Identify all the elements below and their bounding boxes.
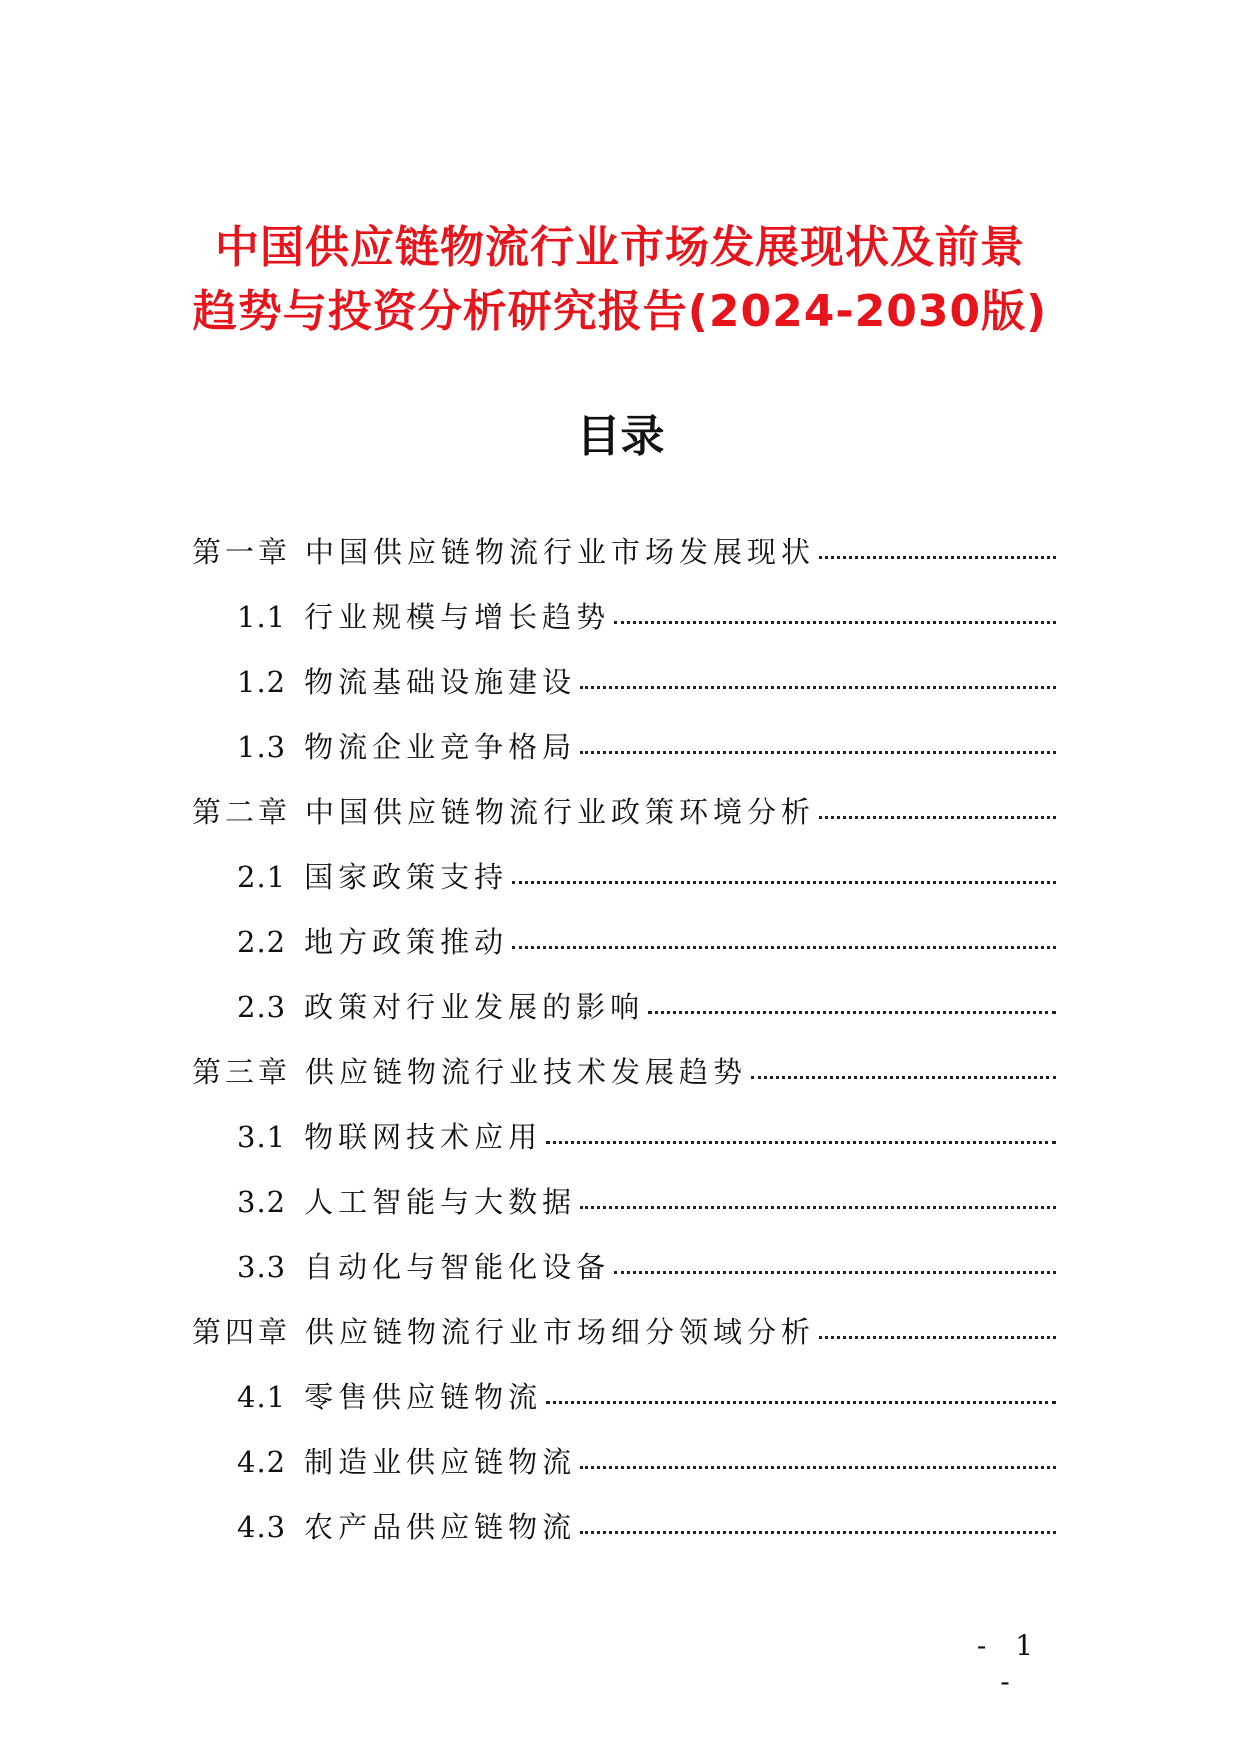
section-number: 1.1 xyxy=(237,600,287,634)
toc-heading: 目录 xyxy=(576,411,665,462)
toc-section-1-3[interactable] xyxy=(192,725,1056,790)
chapter-label: 第三章 xyxy=(192,1055,292,1089)
dot-leader xyxy=(648,1011,1056,1014)
section-title: 物流企业竞争格局 xyxy=(304,730,577,764)
section-number: 3.2 xyxy=(237,1185,287,1219)
section-title: 行业规模与增长趋势 xyxy=(304,600,611,634)
dot-leader xyxy=(751,1076,1056,1079)
dot-leader xyxy=(580,1531,1056,1534)
dot-leader xyxy=(512,881,1056,884)
section-number: 2.2 xyxy=(237,925,287,959)
section-title: 物流基础设施建设 xyxy=(304,665,577,699)
section-title: 自动化与智能化设备 xyxy=(304,1250,611,1284)
report-title-line-2: 趋势与投资分析研究报告(2024-2030版) xyxy=(192,286,1048,337)
toc-section-3-1[interactable] xyxy=(192,1115,1056,1180)
section-title: 国家政策支持 xyxy=(304,860,509,894)
dot-leader xyxy=(580,1466,1056,1469)
toc-chapter-2[interactable] xyxy=(192,790,1056,855)
section-number: 4.2 xyxy=(237,1445,287,1479)
toc-section-4-2[interactable] xyxy=(192,1440,1056,1505)
section-title: 农产品供应链物流 xyxy=(304,1510,577,1544)
toc-section-3-3[interactable] xyxy=(192,1245,1056,1310)
dot-leader xyxy=(512,946,1056,949)
section-number: 2.3 xyxy=(237,990,287,1024)
dot-leader xyxy=(546,1401,1056,1404)
chapter-title: 供应链物流行业市场细分领域分析 xyxy=(305,1315,816,1349)
section-number: 3.1 xyxy=(237,1120,287,1154)
chapter-label: 第四章 xyxy=(192,1315,292,1349)
chapter-title: 供应链物流行业技术发展趋势 xyxy=(305,1055,748,1089)
chapter-title: 中国供应链物流行业政策环境分析 xyxy=(305,795,816,829)
dot-leader xyxy=(614,1271,1056,1274)
chapter-title: 中国供应链物流行业市场发展现状 xyxy=(305,535,816,569)
toc-section-2-3[interactable] xyxy=(192,985,1056,1050)
toc-section-1-1[interactable] xyxy=(192,595,1056,660)
toc-section-1-2[interactable] xyxy=(192,660,1056,725)
dot-leader xyxy=(819,556,1056,559)
toc-chapter-3[interactable] xyxy=(192,1050,1056,1115)
section-number: 1.3 xyxy=(237,730,287,764)
section-title: 零售供应链物流 xyxy=(304,1380,543,1414)
section-number: 3.3 xyxy=(237,1250,287,1284)
dot-leader xyxy=(546,1141,1056,1144)
toc-chapter-4[interactable] xyxy=(192,1310,1056,1375)
toc-section-3-2[interactable] xyxy=(192,1180,1056,1245)
toc-chapter-1[interactable] xyxy=(192,530,1056,595)
dot-leader xyxy=(580,686,1056,689)
dot-leader xyxy=(580,1206,1056,1209)
section-title: 制造业供应链物流 xyxy=(304,1445,577,1479)
page-number: - 1 - xyxy=(976,1629,1044,1698)
section-title: 地方政策推动 xyxy=(304,925,509,959)
report-title-line-1: 中国供应链物流行业市场发展现状及前景 xyxy=(215,222,1025,273)
toc-section-2-2[interactable] xyxy=(192,920,1056,985)
dot-leader xyxy=(819,1336,1056,1339)
section-number: 1.2 xyxy=(237,665,287,699)
toc-section-2-1[interactable] xyxy=(192,855,1056,920)
section-title: 物联网技术应用 xyxy=(304,1120,543,1154)
dot-leader xyxy=(614,621,1056,624)
section-number: 2.1 xyxy=(237,860,287,894)
section-title: 政策对行业发展的影响 xyxy=(304,990,645,1024)
dot-leader xyxy=(819,816,1056,819)
toc-section-4-3[interactable] xyxy=(192,1505,1056,1570)
chapter-label: 第一章 xyxy=(192,535,292,569)
chapter-label: 第二章 xyxy=(192,795,292,829)
section-number: 4.3 xyxy=(237,1510,287,1544)
section-title: 人工智能与大数据 xyxy=(304,1185,577,1219)
table-of-contents xyxy=(192,530,1056,1570)
section-number: 4.1 xyxy=(237,1380,287,1414)
dot-leader xyxy=(580,751,1056,754)
toc-section-4-1[interactable] xyxy=(192,1375,1056,1440)
